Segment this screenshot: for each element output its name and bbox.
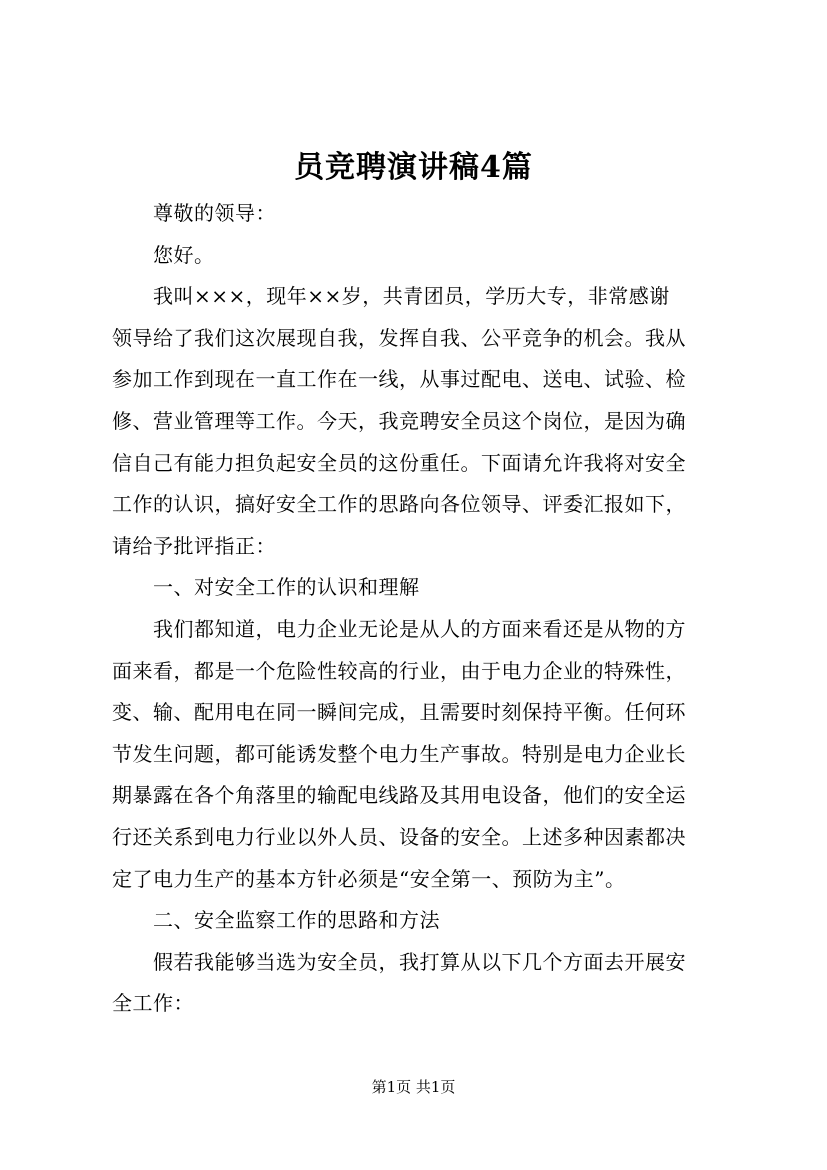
text-line: 修、营业管理等工作。今天，我竞聘安全员这个岗位，是因为确	[112, 408, 686, 433]
text-line: 尊敬的领导：	[153, 201, 276, 225]
text-line: 变、输、配用电在同一瞬间完成，且需要时刻保持平衡。任何环	[112, 700, 686, 725]
text-line: 行还关系到电力行业以外人员、设备的安全。上述多种因素都决	[112, 824, 686, 849]
text-line: 定了电力生产的基本方针必须是“安全第一、预防为主”。	[112, 866, 626, 891]
text-line: 面来看，都是一个危险性较高的行业，由于电力企业的特殊性，	[112, 658, 686, 683]
text-line: 全工作：	[112, 991, 194, 1016]
section-heading: 二、安全监察工作的思路和方法	[153, 908, 440, 933]
document-body	[112, 193, 736, 1025]
text-line: 信自己有能力担负起安全员的这份重任。下面请允许我将对安全	[112, 450, 686, 475]
text-line: 领导给了我们这次展现自我，发挥自我、公平竞争的机会。我从	[112, 325, 686, 350]
text-line: 您好。	[153, 242, 215, 267]
section-heading: 一、对安全工作的认识和理解	[153, 575, 420, 600]
text-line: 我叫×××，现年××岁，共青团员，学历大专，非常感谢	[153, 284, 670, 309]
text-line: 工作的认识，搞好安全工作的思路向各位领导、评委汇报如下，	[112, 492, 686, 517]
text-line: 假若我能够当选为安全员，我打算从以下几个方面去开展安	[153, 949, 686, 974]
page-number-footer: 第1页 共1页	[371, 1078, 456, 1096]
text-line: 期暴露在各个角落里的输配电线路及其用电设备，他们的安全运	[112, 783, 686, 808]
document-title: 员竞聘演讲稿4篇	[294, 150, 533, 185]
text-line: 参加工作到现在一直工作在一线，从事过配电、送电、试验、检	[112, 367, 686, 392]
text-line: 请给予批评指正：	[112, 533, 276, 558]
text-line: 节发生问题，都可能诱发整个电力生产事故。特别是电力企业长	[112, 741, 686, 766]
text-line: 我们都知道，电力企业无论是从人的方面来看还是从物的方	[153, 616, 686, 641]
